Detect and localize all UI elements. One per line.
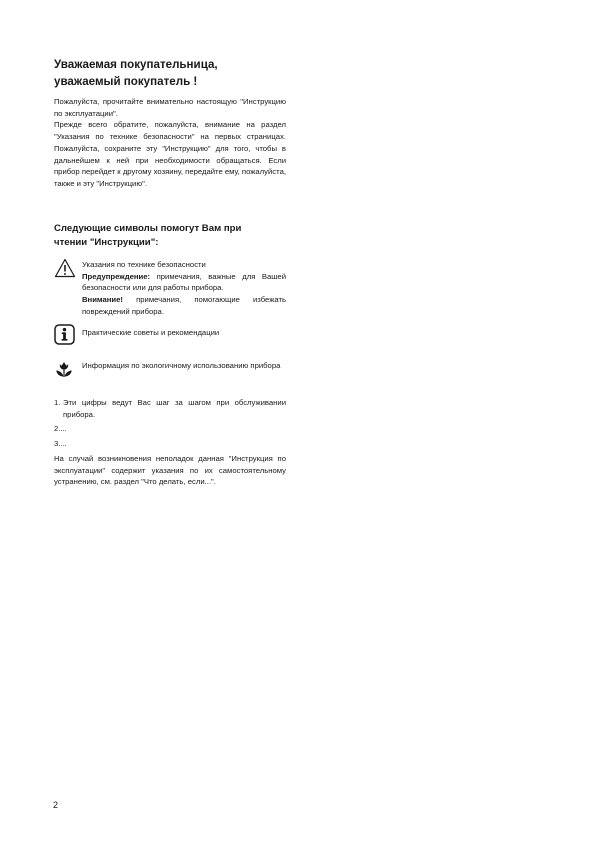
- symbol-eco: [54, 359, 286, 385]
- title-line-2: уважаемый покупатель !: [54, 75, 198, 88]
- info-text: Практические советы и рекомендации: [82, 328, 220, 337]
- step-3: 3....: [54, 439, 67, 449]
- warning-text: примечания, важные для Вашей безопасности или для работы прибора.: [82, 271, 286, 293]
- steps-section: [54, 397, 286, 488]
- info-icon: [54, 324, 75, 350]
- page-number: 2: [53, 800, 59, 810]
- title-line-1: Уважаемая покупательница,: [54, 58, 218, 71]
- flower-icon: [54, 359, 74, 384]
- warning-label: Предупреждение:: [82, 271, 151, 281]
- safety-title: Указания по технике безопасности: [82, 260, 206, 269]
- safety-warning: [82, 271, 286, 294]
- symbols-heading-line-1: Следующие символы помогут Вам при: [54, 223, 242, 234]
- step-1: [54, 397, 286, 420]
- attention-text: примечания, помогающие избежать повреждений прибора.: [82, 295, 286, 316]
- intro-text: [54, 96, 286, 190]
- symbols-heading-line-2: чтении "Инструкции":: [54, 237, 159, 248]
- intro-paragraph-1: Пожалуйста, прочитайте внимательно настоящую "Инструкцию по эксплуатации".: [54, 97, 286, 118]
- troubleshooting-note: На случай возникновения неполадок данная "Инструкция по эксплуатации" содержит указания по их самостоятельному устранению, см. раздел "Что делать, если...".: [54, 453, 286, 487]
- attention-label: Внимание!: [82, 295, 123, 305]
- intro-paragraph-2: Прежде всего обратите, пожалуйста, внимание на раздел "Указания по технике безопасности" на первых страницах. Пожалуйста, сохраните эту "Инструкцию" для того, чтобы в дальнейшем к ней при необходимости обращаться. Если прибор перейдет к другому хозяину, передайте ему, пожалуйста, также и эту "Инструкцию".: [54, 120, 286, 188]
- step-1-number: 1.: [54, 398, 61, 407]
- symbol-safety: [54, 258, 286, 320]
- step-2: 2....: [54, 424, 67, 434]
- warning-triangle-icon: [54, 258, 76, 283]
- step-1-text: Эти цифры ведут Вас шаг за шагом при обслуживании прибора.: [63, 398, 286, 419]
- page-title: [54, 56, 294, 90]
- eco-text: Информация по экологичному использованию прибора: [82, 361, 281, 370]
- symbol-info: [54, 324, 286, 346]
- safety-attention: [82, 294, 286, 317]
- symbols-heading: [54, 222, 294, 250]
- safety-text: [82, 259, 286, 318]
